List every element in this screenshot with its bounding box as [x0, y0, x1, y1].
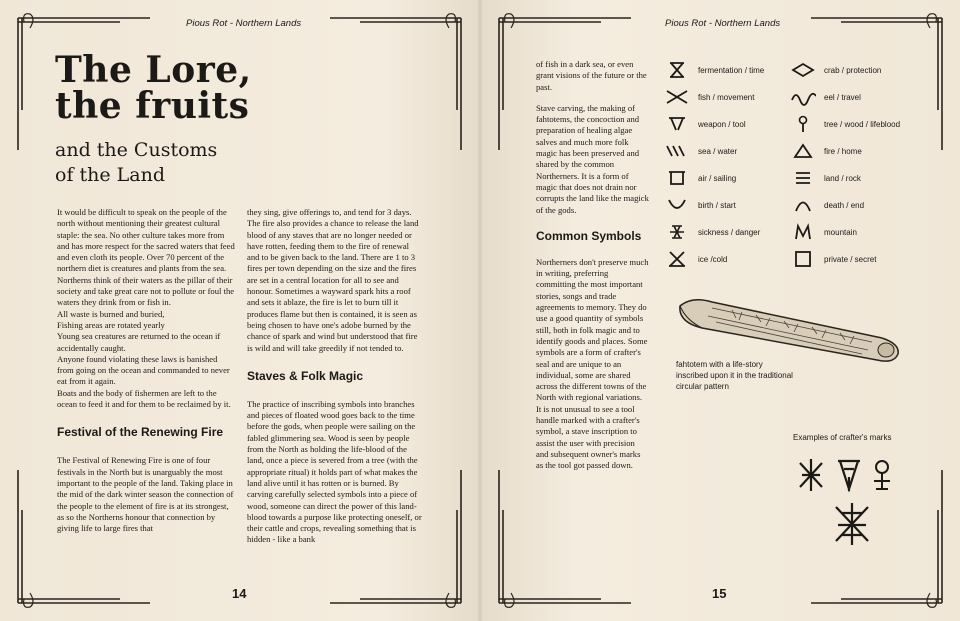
common-symbols-heading: Common Symbols: [536, 228, 642, 243]
symbol-label: fire / home: [824, 146, 862, 156]
festival-paragraph: The Festival of Renewing Fire is one of four festivals in the North but is unarguably the most important to the people of the land. Taking place in the mid of the dark winter season the connection of the people to the element of fire is at its strongest, as so the Northerns honour that connection by giving life to large fires that: [57, 455, 234, 534]
law-line-5: Boats and the body of fishermen are left to the ocean to feed it and for them to be reclaimed by it.: [57, 387, 231, 410]
staves-paragraph: The practice of inscribing symbols into branches and pieces of floated wood goes back to the time before the gods, when people were sailing on the fabled glimmering sea. Wood is seen by people from the North as holding the life-blood of the land, once a piece is severed from a tree (with the appropriate ritual) it holds part of what makes the land alive until it has rotten or is burned. By carving carefully selected symbols into a piece of wood, someone can direct the power of this land-blood towards a purpose like protecting oneself, or their cattle and crops, revealing something that is hidden - like a bank: [247, 398, 422, 545]
festival-continued: they sing, give offerings to, and tend for 3 days. The fire also provides a chance to release the land blood of any staves that are no longer needed or have rotten, feeding them to the fire of renewal and to be given back to the land. There are 1 to 3 fires per town depending on the size and the fires are set in a central location for all to see and honour. Sometimes a wayward spark hits a roof and sets it ablaze, the fire is let to burn till it produces flame but then is contained, it is seen as being chosen to have one's adobe burned by the chance of spark and wind but understood that fire is wild and will take greedily if not tended to.: [247, 207, 419, 353]
festival-heading: Festival of the Renewing Fire: [57, 425, 224, 440]
wave-rune-icon: [790, 88, 816, 106]
intro-paragraph: It would be difficult to speak on the people of the north without mentioning their greatest cultural staple: the sea. No other culture takes more from and has more respect for the sacred waters that feed and even cloth its people. Over 70 percent of the northern diet is creatures and plants from the sea.: [57, 207, 235, 274]
birth-rune-icon: [664, 196, 690, 214]
symbol-row: [664, 194, 736, 216]
title-line-2: the fruits: [55, 85, 250, 127]
symbol-row: [790, 140, 862, 162]
symbol-label: sickness / danger: [698, 227, 761, 237]
symbol-row: [790, 167, 861, 189]
title-line-4: of the Land: [55, 164, 166, 186]
triangle-rune-icon: [790, 142, 816, 160]
running-head-left: Pious Rot - Northern Lands: [186, 18, 302, 29]
law-line-3: Young sea creatures are returned to the ocean if accidentally caught.: [57, 331, 221, 353]
law-line-2: Fishing areas are rotated yearly: [57, 319, 165, 330]
crafter-mark-icon: [838, 461, 860, 491]
symbol-row: [664, 86, 754, 108]
symbol-label: private / secret: [824, 254, 877, 264]
fish-rune-icon: [664, 88, 690, 106]
symbol-row: [664, 248, 727, 270]
page-number-right: 15: [712, 586, 727, 601]
law-line-1: All waste is burned and buried,: [57, 308, 165, 319]
symbol-label: crab / protection: [824, 65, 882, 75]
common-symbols-paragraph: Northerners don't preserve much in writing, preferring committing the most important stories, songs and trade agreements to memory. They do use a good quantity of symbols still, both in folk magic and to identify goods and places. Some symbols are a form of crafter's seal and are unique to an individual, some are shared across the different towns of the North with regional variations. It is not unusual to see a tool handle marked with a crafter's symbol, a stave inscription to assist the user with precision and subsequent owner's marks as the tool got passed down.: [536, 256, 649, 471]
symbol-label: ice /cold: [698, 254, 728, 264]
page-title: [55, 49, 252, 127]
water-rune-icon: [664, 142, 690, 160]
crafter-mark-icon: [836, 503, 868, 545]
symbol-label: tree / wood / lifeblood: [824, 119, 901, 129]
symbol-label: land / rock: [824, 173, 861, 183]
symbol-row: [790, 194, 864, 216]
law-line-4: Anyone found violating these laws is banished from going on the ocean and commanded to never eat from it again.: [57, 353, 230, 387]
symbol-label: weapon / tool: [698, 119, 746, 129]
page-subtitle: [55, 138, 217, 188]
stave-carving-paragraph: Stave carving, the making of fahtotems, the concoction and preparation of healing algae salves and much more folk magic has been preserved and shared by the common Northerners. It is a form of magic that does not drain nor corrupts the land like the magick of the gods.: [536, 102, 649, 215]
symbol-row: [664, 167, 736, 189]
waters-paragraph: Northerns think of their waters as the pillar of their society and take great care not to pollute or foul the waters they drink from or fish in.: [57, 274, 235, 308]
symbol-row: [790, 86, 861, 108]
symbol-row: [790, 248, 876, 270]
symbol-label: fish / movement: [698, 92, 755, 102]
column-3: [536, 59, 649, 472]
column-2: [247, 207, 423, 546]
hourglass-rune-icon: [664, 61, 690, 79]
tree-rune-icon: [790, 115, 816, 133]
title-line-3: and the Customs: [55, 139, 218, 161]
arc-rune-icon: [790, 196, 816, 214]
symbol-label: death / end: [824, 200, 865, 210]
crafter-marks-caption: Examples of crafter's marks: [793, 433, 892, 442]
running-head-right: Pious Rot - Northern Lands: [665, 18, 781, 29]
ice-rune-icon: [664, 250, 690, 268]
square-rune-icon: [790, 250, 816, 268]
crafter-mark-icon: [800, 459, 822, 491]
symbol-row: [790, 221, 857, 243]
symbol-label: birth / start: [698, 200, 736, 210]
air-rune-icon: [664, 169, 690, 187]
diamond-rune-icon: [790, 61, 816, 79]
sickness-rune-icon: [664, 223, 690, 241]
crafter-marks-illustration: [792, 455, 902, 550]
symbol-label: fermentation / time: [698, 65, 765, 75]
land-rune-icon: [790, 169, 816, 187]
symbol-row: [664, 221, 760, 243]
symbol-label: air / sailing: [698, 173, 737, 183]
page-number-left: 14: [232, 586, 247, 601]
symbol-row: [790, 113, 900, 135]
staves-heading: Staves & Folk Magic: [247, 368, 364, 383]
symbol-label: eel / travel: [824, 92, 861, 102]
symbol-label: mountain: [824, 227, 857, 237]
mountain-rune-icon: [790, 223, 816, 241]
column-1: [57, 207, 235, 534]
symbol-row: [664, 59, 764, 81]
symbol-row: [664, 140, 737, 162]
crafter-mark-icon: [874, 461, 890, 489]
fahtotem-caption: fahtotem with a life-story inscribed upon it in the traditional circular pattern: [676, 360, 793, 391]
staves-continued: of fish in a dark sea, or even grant visions of the future or the past.: [536, 59, 647, 92]
symbol-row: [664, 113, 746, 135]
fahtotem-illustration: [672, 294, 904, 366]
weapon-rune-icon: [664, 115, 690, 133]
symbol-label: sea / water: [698, 146, 738, 156]
title-line-1: The Lore,: [55, 49, 252, 91]
symbol-row: [790, 59, 881, 81]
